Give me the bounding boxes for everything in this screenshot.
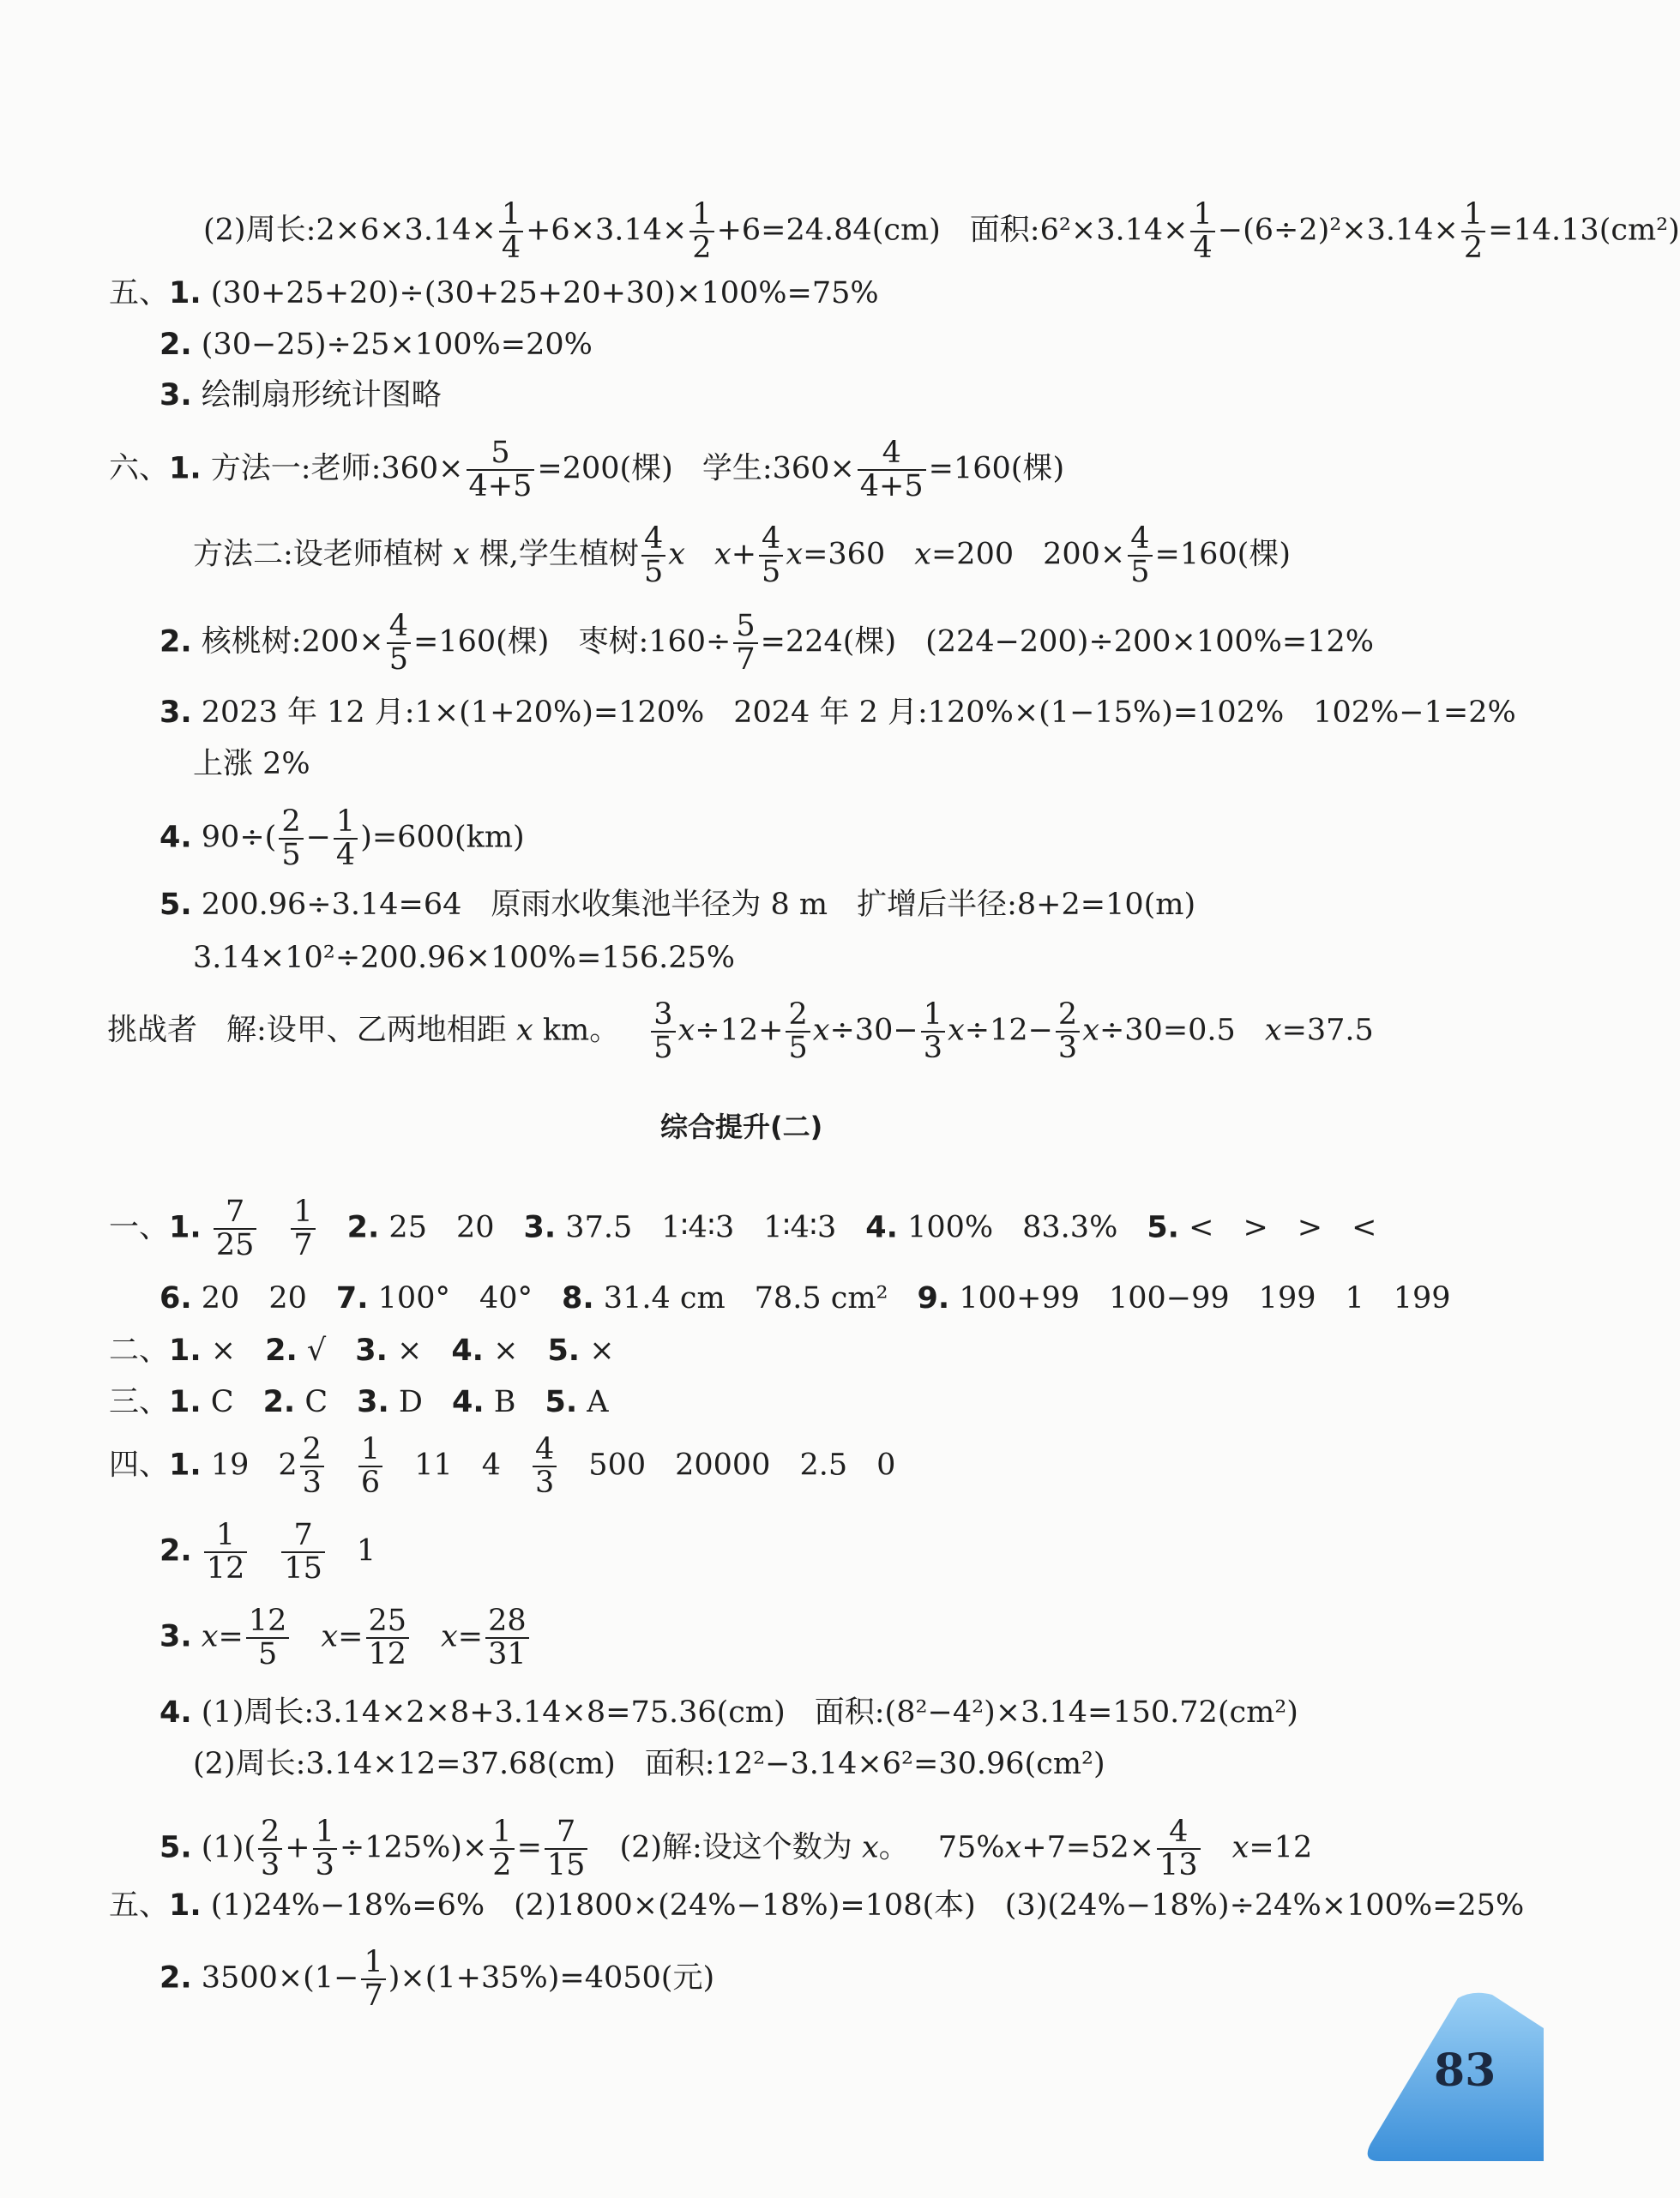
line-2: 五、1. (30+25+20)÷(30+25+20+30)×100%=75%: [109, 276, 879, 310]
page-number: 83: [1434, 2044, 1496, 2097]
line-14: 一、1. $\frac{7}{25}$ $\frac{1}{7}$ 2. 25 20 3. 37.5 1∶4∶3 1∶4∶3 4. 100% 83.3% 5. < > > <: [109, 1195, 1377, 1262]
line-10: 4. 90÷( $\frac{2}{5}$ − $\frac{1}{4}$ )=600(km): [160, 804, 525, 872]
line-17: 三、1. C 2. C 3. D 4. B 5. A: [109, 1385, 609, 1419]
line-6: 方法二:设老师植树 x 棵,学生植树 $\frac{4}{5}$ x x+ $\frac{4}{5}$ x=360 x=200 200× $\frac{4}{5}$ =160(棵): [193, 521, 1291, 589]
line-7: 2. 核桃树:200× $\frac{4}{5}$ =160(棵) 枣树:160÷ $\frac{5}{7}$ =224(棵) (224−200)÷200×100%=12%: [160, 609, 1375, 677]
line-5: 六、1. 方法一:老师:360× $\frac{5}{4+5}$ =200(棵) 学生:360× $\frac{4}{4+5}$ =160(棵): [109, 436, 1065, 503]
line-20: 3. x= $\frac{12}{5}$ x= $\frac{25}{12}$ x= $\frac{28}{31}$: [160, 1605, 532, 1671]
line-24: 五、1. (1)24%−18%=6% (2)1800×(24%−18%)=108(本) (3)(24%−18%)÷24%×100%=25%: [109, 1888, 1525, 1923]
line-8: 3. 2023 年 12 月:1×(1+20%)=120% 2024 年 2 月:120%×(1−15%)=102% 102%−1=2%: [160, 696, 1516, 730]
section-title: 综合提升(二): [660, 1111, 823, 1143]
line-23: 5. (1)( $\frac{2}{3}$ + $\frac{1}{3}$ ÷125%)× $\frac{1}{2}$ = $\frac{7}{15}$ (2)解:设这个数为 x。 75%x+7=52× $\frac{4}{13}$ x=12: [160, 1815, 1313, 1882]
line-4: 3. 绘制扇形统计图略: [160, 378, 442, 413]
line-1: (2)周长:2×6×3.14× $\frac{1}{4}$ +6×3.14× $\frac{1}{2}$ +6=24.84(cm) 面积:6²×3.14× $\frac{1}{4}$ −(6÷2)²×3.14× $\frac{1}{2}$ =14.13(cm²): [203, 197, 1680, 265]
line-18: 四、1. 19 2 $\frac{2}{3}$ $\frac{1}{6}$ 11 4 $\frac{4}{3}$ 500 20000 2.5 0: [109, 1432, 896, 1500]
line-15: 6. 20 20 7. 100° 40° 8. 31.4 cm 78.5 cm² 9. 100+99 100−99 199 1 199: [160, 1281, 1451, 1316]
line-22: (2)周长:3.14×12=37.68(cm) 面积:12²−3.14×6²=30.96(cm²): [193, 1747, 1105, 1781]
line-13: 挑战者 解:设甲、乙两地相距 x km。 $\frac{3}{5}$ x÷12+ $\frac{2}{5}$ x÷30− $\frac{1}{3}$ x÷12− $\frac{2}{3}$ x÷30=0.5 x=37.5: [107, 997, 1374, 1065]
line-19: 2. $\frac{1}{12}$ $\frac{7}{15}$ 1: [160, 1518, 376, 1586]
line-21: 4. (1)周长:3.14×2×8+3.14×8=75.36(cm) 面积:(8²−4²)×3.14=150.72(cm²): [160, 1695, 1298, 1730]
line-3: 2. (30−25)÷25×100%=20%: [160, 328, 593, 362]
line-11: 5. 200.96÷3.14=64 原雨水收集池半径为 8 m 扩增后半径:8+2=10(m): [160, 888, 1196, 922]
line-25: 2. 3500×(1− $\frac{1}{7}$ )×(1+35%)=4050(元): [160, 1945, 715, 2013]
line-9: 上涨 2%: [193, 747, 310, 781]
line-12: 3.14×10²÷200.96×100%=156.25%: [193, 941, 736, 975]
line-16: 二、1. × 2. √ 3. × 4. × 5. ×: [109, 1334, 615, 1368]
